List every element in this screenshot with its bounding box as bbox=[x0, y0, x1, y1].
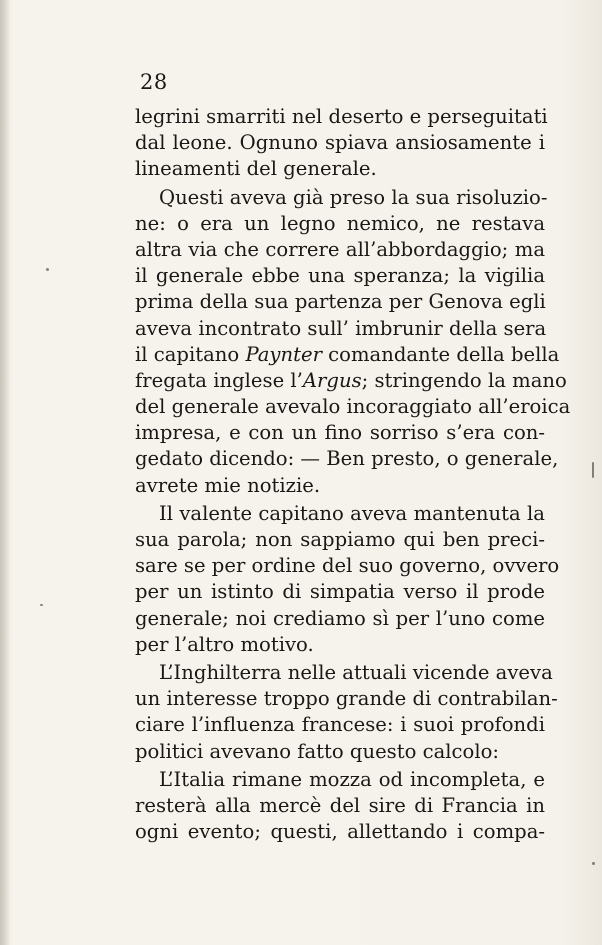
text-line: ciare l’influenza francese: i suoi profondi bbox=[135, 713, 545, 737]
text-line-with-italic bbox=[135, 368, 567, 394]
text-line: lineamenti del generale. bbox=[135, 157, 377, 181]
text-run: comandante della bella bbox=[321, 342, 560, 366]
ink-speck bbox=[592, 862, 595, 865]
text-run: fregata inglese l’ bbox=[135, 368, 303, 392]
paragraph-start-line: Il valente capitano aveva mantenuta la bbox=[159, 501, 545, 525]
text-line: per un istinto di simpatia verso il prode bbox=[135, 580, 545, 604]
text-run: ; stringendo la mano bbox=[361, 368, 567, 392]
text-line: avrete mie notizie. bbox=[135, 473, 321, 497]
text-line: un interesse troppo grande di contrabilan- bbox=[135, 687, 558, 711]
text-line: legrini smarriti nel deserto e perseguitati bbox=[135, 105, 548, 128]
text-line: del generale avevalo incoraggiato all’eroica bbox=[135, 395, 571, 419]
ink-speck bbox=[46, 268, 49, 271]
text-line: ogni evento; questi, allettando i compa- bbox=[135, 820, 545, 844]
body-text bbox=[135, 104, 571, 845]
text-line: altra via che correre all’abbordaggio; ma bbox=[135, 237, 545, 261]
text-line: aveva incontrato sull’ imbrunir della sera bbox=[135, 316, 547, 340]
text-line-with-italic bbox=[135, 342, 560, 368]
text-line: gedato dicendo: — Ben presto, o generale, bbox=[135, 447, 559, 471]
paragraph-start-line: L’Italia rimane mozza od incompleta, e bbox=[159, 767, 545, 791]
paragraph-start-line: Questi aveva già preso la sua risoluzio- bbox=[159, 185, 548, 209]
ink-speck bbox=[592, 462, 594, 478]
text-line: politici avevano fatto questo calcolo: bbox=[135, 739, 499, 763]
text-line: generale; noi crediamo sì per l’uno come bbox=[135, 606, 545, 630]
text-run: il capitano bbox=[135, 342, 246, 366]
text-line: prima della sua partenza per Genova egli bbox=[135, 290, 546, 314]
text-line: impresa, e con un fino sorriso s’era con- bbox=[135, 421, 545, 445]
text-line: sua parola; non sappiamo qui ben preci- bbox=[135, 528, 545, 551]
ink-speck bbox=[40, 604, 43, 606]
italic-name-argus: Argus bbox=[302, 368, 362, 392]
spine-shadow bbox=[0, 0, 10, 945]
text-line: sare se per ordine del suo governo, ovvero bbox=[135, 554, 560, 578]
text-line: dal leone. Ognuno spiava ansiosamente i bbox=[135, 131, 545, 155]
text-line: il generale ebbe una speranza; la vigilia bbox=[135, 264, 545, 288]
text-line: ne: o era un legno nemico, ne restava bbox=[135, 211, 545, 235]
text-line: resterà alla mercè del sire di Francia in bbox=[135, 793, 545, 817]
page-number: 28 bbox=[140, 70, 168, 94]
text-line: per l’altro motivo. bbox=[135, 632, 314, 656]
italic-name-paynter: Paynter bbox=[245, 342, 322, 366]
paragraph-start-line: L’Inghilterra nelle attuali vicende aveva bbox=[159, 660, 553, 684]
